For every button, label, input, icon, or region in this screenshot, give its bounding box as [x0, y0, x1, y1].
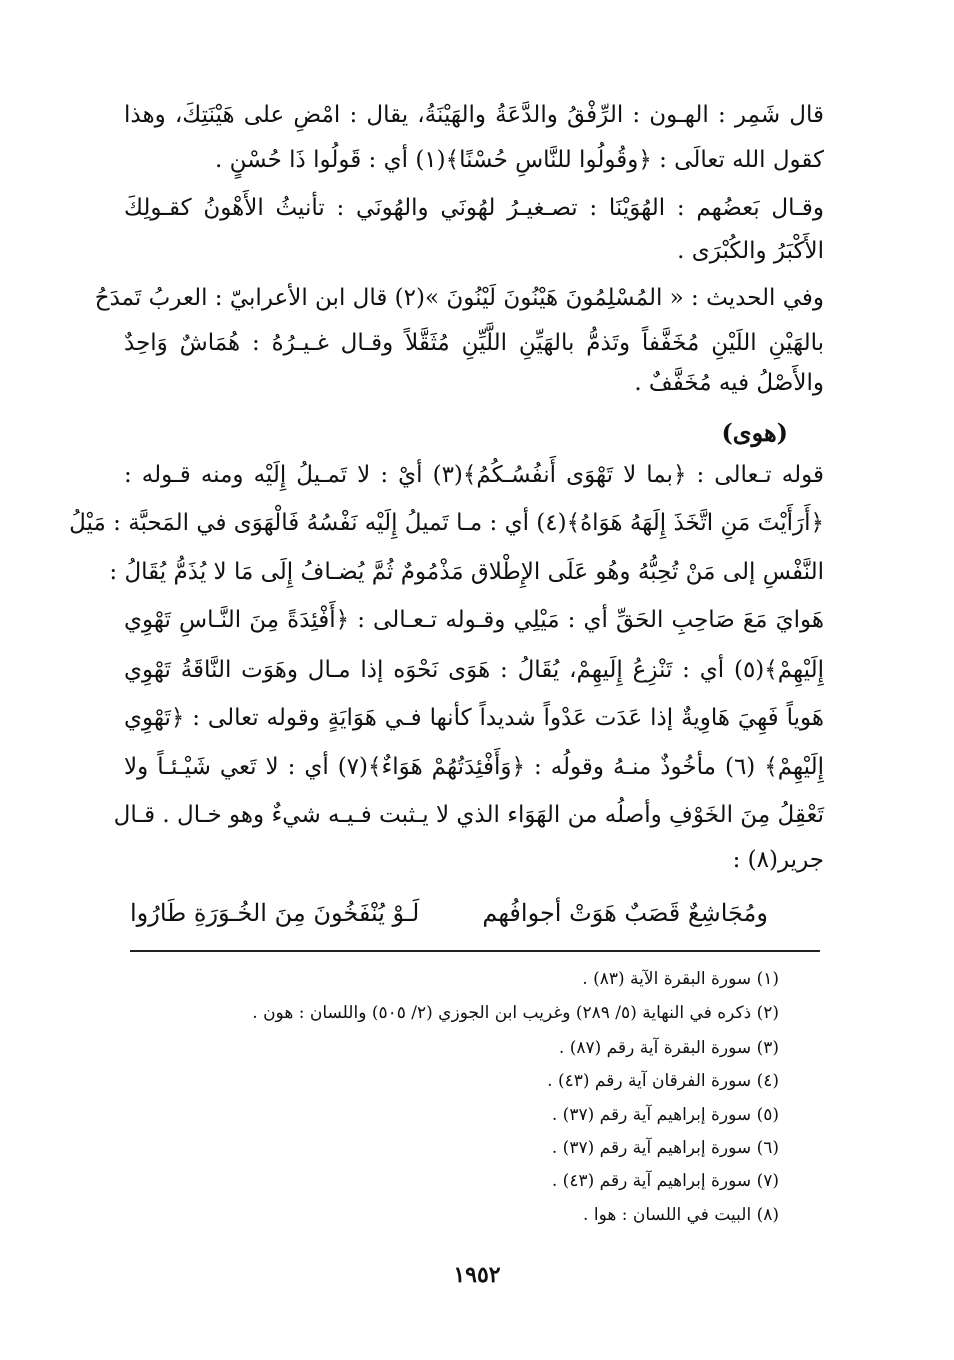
body-line-9: ﴿أَرَأَيْتَ مَنِ اتَّخَذَ إِلَهَهُ هَوَاهُ﴾(٤) أي : مـا تَميلُ إِلَيْه نَفْسُهُ فَالْهَوَى في المَحبَّة : مَيْلُ: [69, 510, 824, 536]
body-line-1: قال شَمِر : الهـون : الرِّفْقُ والدَّعَةُ والهَيْنَةُ، يقال : امْضِ على هَيْنَتِكَ، وهذا: [124, 102, 824, 128]
footnote-8: (٨) البيت في اللسان : هوا .: [583, 1205, 779, 1225]
footnote-5: (٥) سورة إبراهيم آية رقم (٣٧) .: [551, 1105, 779, 1125]
footnote-divider: [130, 950, 820, 952]
body-line-11: هَوايَ مَعَ صَاحِبِ الحَقِّ أي : مَيْلِي وقـوله تـعـالى : ﴿أَفْئِدَةً مِنَ النَّـاسِ تَهْوِي: [124, 607, 824, 633]
footnote-6: (٦) سورة إبراهيم آية رقم (٣٧) .: [551, 1138, 779, 1158]
body-line-15: تَعْقِلُ مِنَ الخَوْفِ وأصلُه من الهَوَاء الذي لا يـثبت فـيـه شيءٌ وهو خـال . قـال: [113, 802, 824, 828]
footnote-7: (٧) سورة إبراهيم آية رقم (٤٣) .: [551, 1171, 779, 1191]
footnote-4: (٤) سورة الفرقان آية رقم (٤٣) .: [547, 1071, 779, 1091]
body-line-7: والأَصْلُ فيه مُخَفَّفٌ .: [634, 370, 824, 396]
body-line-2: كقول الله تعالَى : ﴿وقُولُوا للنَّاسِ حُسْنًا﴾(١) أي : قَولُوا ذَا حُسْنٍ .: [214, 147, 824, 173]
body-line-3: وقـال بَعضُهم : الهُوَيْنَا : تصـغيـرُ لهُونَي والهُونَي : تأنيثُ الأَهْونُ كقـولِكَ: [124, 195, 824, 221]
body-line-16: جرير(٨) :: [732, 847, 824, 873]
body-line-14: إِلَيْهِمْ﴾ (٦) مأخُوذٌ منـهُ وقولُه : ﴿وَأَفْئِدَتُهُمْ هَوَاءٌ﴾(٧) أي : لا تَعي شَيْـئـاً ولا: [124, 754, 824, 780]
verse-second-hemistich: لَـوْ يُنْفَخُونَ مِنَ الخُـوَرَةِ طَارُوا: [130, 899, 420, 927]
body-line-10: النَّفْسِ إلى مَنْ تُحِبُّهُ وهُو عَلَى الإِطْلاق مَذْمُومٌ ثُمَّ يُضـافُ إِلَى مَا لا يُذَمُّ يُقَالُ :: [109, 559, 824, 585]
body-line-4: الأَكْبَرُ والكُبْرَى .: [677, 238, 824, 264]
footnote-3: (٣) سورة البقرة آية رقم (٨٧) .: [558, 1038, 779, 1058]
body-line-13: هَوياً فَهِيَ هَاوِيةٌ إذا عَدَت عَدْواً شديداً كأنها فـي هَوَايَةٍ وقوله تعالى : ﴿تَهْوِي: [124, 705, 824, 731]
page-number: ١٩٥٢: [453, 1262, 501, 1288]
verse-first-hemistich: ومُجَاشِعٌ قَصَبٌ هَوَتْ أجوافُهم: [482, 899, 768, 927]
footnote-2: (٢) ذكره في النهاية (٥/ ٢٨٩) وغريب ابن الجوزي (٢/ ٥٠٥) واللسان : هون .: [252, 1003, 779, 1023]
section-heading: (هوى): [721, 418, 788, 447]
body-line-12: إِلَيْهِمْ﴾(٥) أي : تَنْزِعُ إِلَيهِمْ، يُقَالُ : هَوَى نَحْوَه إذا مـال وهَوَت النَّاقَةُ تَهْوِي: [124, 657, 824, 683]
footnote-1: (١) سورة البقرة الآية (٨٣) .: [582, 969, 779, 989]
body-line-8: قوله تـعالى : ﴿بما لا تَهْوَى أَنفُسُـكُمُ﴾(٣) أيْ : لا تَمـيلُ إِلَيْه ومنه قـوله :: [124, 462, 824, 488]
body-line-6: بالهَيْنِ اللَيْنِ مُخَفَّفاً وتَذمُّ بالهَيِّنِ اللَّيِّنِ مُثَقَّلاً وقـال غـيـرُهُ : هُمَاشٌ وَاحِدٌ: [124, 330, 824, 356]
body-line-5: وفي الحديث : « المُسْلِمُونَ هَيْنُونَ لَيْنُونَ »(٢) قال ابن الأعرابيّ : العربُ تَمدَحُ: [94, 285, 824, 311]
